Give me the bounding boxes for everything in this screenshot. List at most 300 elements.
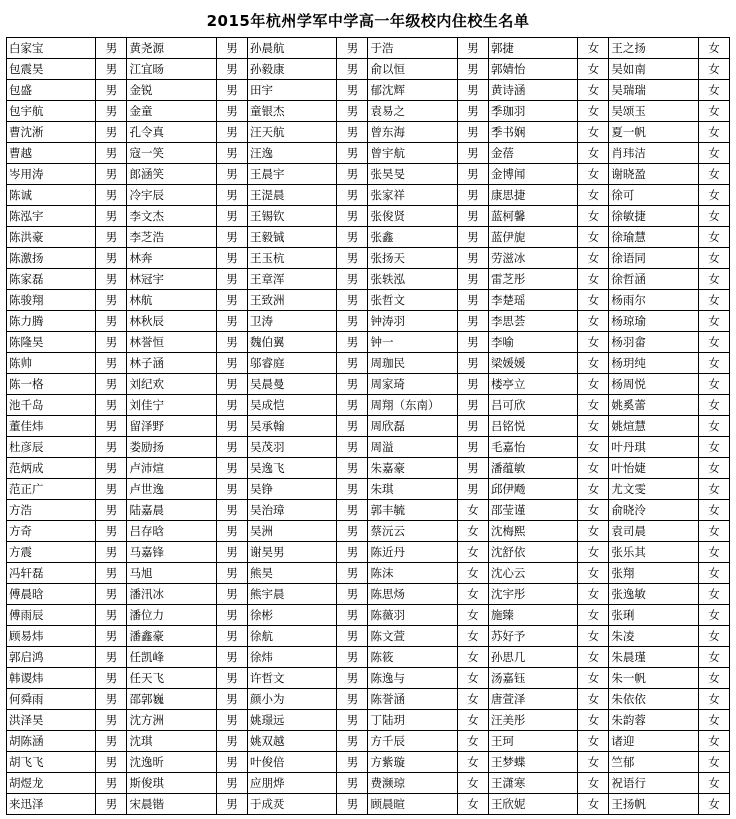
student-name-cell: 李喻 [488,332,577,353]
student-name-cell: 王锡钦 [247,206,336,227]
student-name-cell: 韩谡炜 [7,668,96,689]
student-sex-cell: 男 [457,143,488,164]
student-sex-cell: 女 [698,731,729,752]
student-name-cell: 郭启鸿 [7,647,96,668]
student-sex-cell: 女 [457,689,488,710]
student-sex-cell: 男 [96,731,127,752]
student-name-cell: 陈帅 [7,353,96,374]
student-sex-cell: 女 [698,164,729,185]
student-sex-cell: 男 [337,185,368,206]
table-row [7,563,730,584]
student-sex-cell: 女 [578,731,609,752]
student-name-cell: 姚煊慧 [609,416,698,437]
student-sex-cell: 女 [457,773,488,794]
student-name-cell: 王潇寒 [488,773,577,794]
student-sex-cell: 男 [337,521,368,542]
student-name-cell: 包宇航 [7,101,96,122]
student-name-cell: 汪美彤 [488,710,577,731]
student-sex-cell: 女 [578,143,609,164]
student-name-cell: 陈隆昊 [7,332,96,353]
student-name-cell: 陈沫 [368,563,457,584]
student-name-cell: 陈家磊 [7,269,96,290]
student-sex-cell: 男 [96,689,127,710]
student-sex-cell: 女 [578,626,609,647]
student-name-cell: 吴洲 [247,521,336,542]
student-sex-cell: 女 [698,353,729,374]
student-name-cell: 金锐 [127,80,216,101]
student-sex-cell: 女 [457,668,488,689]
student-sex-cell: 男 [96,668,127,689]
student-name-cell: 曹沈淅 [7,122,96,143]
student-sex-cell: 女 [698,626,729,647]
student-name-cell: 郭捷 [488,38,577,59]
student-sex-cell: 男 [96,542,127,563]
student-sex-cell: 女 [457,794,488,815]
student-sex-cell: 女 [698,542,729,563]
student-name-cell: 吴铮 [247,479,336,500]
student-name-cell: 熊昊 [247,563,336,584]
student-sex-cell: 男 [457,80,488,101]
student-sex-cell: 男 [96,59,127,80]
student-sex-cell: 男 [457,416,488,437]
student-name-cell: 陆嘉晨 [127,500,216,521]
student-sex-cell: 男 [337,122,368,143]
student-sex-cell: 女 [578,332,609,353]
student-name-cell: 竺郁 [609,752,698,773]
student-name-cell: 朱韵蓉 [609,710,698,731]
table-row [7,752,730,773]
student-sex-cell: 男 [96,626,127,647]
student-name-cell: 朱依依 [609,689,698,710]
student-sex-cell: 男 [337,227,368,248]
student-sex-cell: 男 [337,164,368,185]
student-name-cell: 季珈羽 [488,101,577,122]
student-name-cell: 陈诚 [7,185,96,206]
student-name-cell: 陈薇羽 [368,605,457,626]
student-name-cell: 刘佳宁 [127,395,216,416]
student-name-cell: 苏好予 [488,626,577,647]
student-sex-cell: 女 [578,563,609,584]
student-sex-cell: 男 [457,185,488,206]
student-sex-cell: 女 [578,437,609,458]
student-sex-cell: 女 [578,38,609,59]
student-sex-cell: 男 [96,269,127,290]
student-name-cell: 康思捷 [488,185,577,206]
student-sex-cell: 男 [457,206,488,227]
student-sex-cell: 男 [96,143,127,164]
student-name-cell: 范炳成 [7,458,96,479]
student-name-cell: 应朋烨 [247,773,336,794]
student-name-cell: 林奔 [127,248,216,269]
student-sex-cell: 男 [96,122,127,143]
table-row [7,689,730,710]
table-row [7,143,730,164]
student-name-cell: 方震 [7,542,96,563]
student-sex-cell: 男 [96,227,127,248]
student-sex-cell: 男 [96,794,127,815]
student-name-cell: 黄诗涵 [488,80,577,101]
student-name-cell: 吴瑞瑞 [609,80,698,101]
table-row [7,290,730,311]
student-name-cell: 于浩 [368,38,457,59]
student-name-cell: 郁沈辉 [368,80,457,101]
student-name-cell: 张乐其 [609,542,698,563]
student-name-cell: 朱晨瑾 [609,647,698,668]
student-name-cell: 方千辰 [368,731,457,752]
student-name-cell: 来迅泽 [7,794,96,815]
student-name-cell: 周珈民 [368,353,457,374]
table-row [7,227,730,248]
table-row [7,458,730,479]
student-sex-cell: 男 [337,395,368,416]
student-sex-cell: 男 [337,668,368,689]
student-sex-cell: 女 [578,80,609,101]
student-sex-cell: 男 [216,269,247,290]
student-sex-cell: 女 [578,794,609,815]
student-name-cell: 曾东海 [368,122,457,143]
student-name-cell: 丁陆玥 [368,710,457,731]
student-name-cell: 陈文萱 [368,626,457,647]
student-name-cell: 叶俊倍 [247,752,336,773]
student-sex-cell: 女 [578,290,609,311]
student-sex-cell: 男 [216,374,247,395]
table-row [7,416,730,437]
student-sex-cell: 男 [96,605,127,626]
student-sex-cell: 男 [216,773,247,794]
student-sex-cell: 男 [337,563,368,584]
student-name-cell: 吴晨曼 [247,374,336,395]
student-sex-cell: 男 [216,584,247,605]
student-sex-cell: 男 [337,248,368,269]
student-name-cell: 林秋辰 [127,311,216,332]
student-sex-cell: 女 [578,416,609,437]
student-sex-cell: 男 [216,647,247,668]
student-sex-cell: 男 [96,332,127,353]
student-name-cell: 吕铭悦 [488,416,577,437]
student-name-cell: 张轶泓 [368,269,457,290]
table-row [7,542,730,563]
student-name-cell: 张翔 [609,563,698,584]
student-name-cell: 陈力腾 [7,311,96,332]
student-sex-cell: 女 [578,248,609,269]
student-name-cell: 冷宇辰 [127,185,216,206]
student-name-cell: 留泽野 [127,416,216,437]
student-sex-cell: 男 [457,38,488,59]
student-name-cell: 周家琦 [368,374,457,395]
student-name-cell: 何舜雨 [7,689,96,710]
student-sex-cell: 男 [337,458,368,479]
student-name-cell: 袁司晨 [609,521,698,542]
student-name-cell: 林子涵 [127,353,216,374]
student-sex-cell: 女 [578,521,609,542]
student-sex-cell: 男 [216,437,247,458]
student-name-cell: 蔡沅云 [368,521,457,542]
student-sex-cell: 男 [457,248,488,269]
table-row [7,479,730,500]
student-sex-cell: 女 [698,143,729,164]
student-sex-cell: 男 [216,626,247,647]
student-sex-cell: 男 [96,38,127,59]
student-name-cell: 任天飞 [127,668,216,689]
student-sex-cell: 男 [96,752,127,773]
student-name-cell: 方浩 [7,500,96,521]
student-name-cell: 郭婧怡 [488,59,577,80]
student-sex-cell: 男 [96,584,127,605]
student-sex-cell: 女 [698,416,729,437]
table-row [7,353,730,374]
student-sex-cell: 女 [457,563,488,584]
student-name-cell: 王珂 [488,731,577,752]
student-name-cell: 李楚瑶 [488,290,577,311]
student-sex-cell: 女 [578,479,609,500]
student-sex-cell: 男 [216,248,247,269]
student-name-cell: 金童 [127,101,216,122]
student-sex-cell: 女 [578,689,609,710]
student-name-cell: 池千岛 [7,395,96,416]
student-sex-cell: 男 [337,731,368,752]
student-name-cell: 徐哲涵 [609,269,698,290]
student-name-cell: 宋晨锴 [127,794,216,815]
student-sex-cell: 女 [698,395,729,416]
student-name-cell: 叶丹琪 [609,437,698,458]
student-name-cell: 钟一 [368,332,457,353]
student-name-cell: 包盛 [7,80,96,101]
student-name-cell: 顾晨暄 [368,794,457,815]
student-sex-cell: 男 [457,374,488,395]
student-name-cell: 王欣妮 [488,794,577,815]
student-name-cell: 毛嘉怡 [488,437,577,458]
student-name-cell: 陈逸与 [368,668,457,689]
student-name-cell: 张琍 [609,605,698,626]
student-name-cell: 王之扬 [609,38,698,59]
student-sex-cell: 女 [698,500,729,521]
student-name-cell: 潘鑫豪 [127,626,216,647]
student-sex-cell: 男 [337,542,368,563]
student-sex-cell: 男 [457,290,488,311]
student-sex-cell: 女 [578,206,609,227]
student-name-cell: 颜小为 [247,689,336,710]
student-name-cell: 徐炜 [247,647,336,668]
student-name-cell: 王毅铖 [247,227,336,248]
student-sex-cell: 男 [96,458,127,479]
student-name-cell: 童银杰 [247,101,336,122]
student-sex-cell: 男 [96,416,127,437]
student-name-cell: 顾易炜 [7,626,96,647]
student-sex-cell: 女 [698,248,729,269]
student-sex-cell: 男 [457,395,488,416]
student-sex-cell: 女 [698,668,729,689]
student-sex-cell: 男 [337,626,368,647]
student-sex-cell: 女 [578,269,609,290]
student-name-cell: 陈骏翔 [7,290,96,311]
student-name-cell: 郎涵笑 [127,164,216,185]
student-sex-cell: 男 [457,59,488,80]
student-sex-cell: 女 [698,563,729,584]
student-name-cell: 朱一帆 [609,668,698,689]
table-row [7,269,730,290]
student-sex-cell: 女 [698,101,729,122]
student-name-cell: 杨琼瑜 [609,311,698,332]
student-sex-cell: 男 [216,752,247,773]
student-name-cell: 蓝柯馨 [488,206,577,227]
student-name-cell: 傅雨辰 [7,605,96,626]
student-name-cell: 王玉杭 [247,248,336,269]
student-sex-cell: 女 [578,773,609,794]
student-name-cell: 曾宇航 [368,143,457,164]
table-row [7,80,730,101]
roster-table [6,37,730,815]
page-title: 2015年杭州学军中学高一年级校内住校生名单 [206,12,530,30]
student-sex-cell: 男 [337,332,368,353]
student-sex-cell: 男 [96,206,127,227]
student-name-cell: 沈方洲 [127,710,216,731]
student-sex-cell: 男 [216,458,247,479]
student-name-cell: 胡陈涵 [7,731,96,752]
student-name-cell: 田宇 [247,80,336,101]
table-row [7,710,730,731]
student-name-cell: 汤嘉钰 [488,668,577,689]
student-sex-cell: 男 [96,185,127,206]
student-name-cell: 季书娴 [488,122,577,143]
table-row [7,500,730,521]
student-name-cell: 李芝浩 [127,227,216,248]
student-name-cell: 潘蕴敏 [488,458,577,479]
student-sex-cell: 女 [578,59,609,80]
student-sex-cell: 男 [96,521,127,542]
student-name-cell: 唐萱泽 [488,689,577,710]
student-sex-cell: 男 [216,479,247,500]
student-name-cell: 孙晨航 [247,38,336,59]
student-name-cell: 胡煜龙 [7,773,96,794]
student-name-cell: 姚璟远 [247,710,336,731]
student-sex-cell: 女 [698,269,729,290]
student-sex-cell: 女 [457,647,488,668]
student-sex-cell: 女 [457,731,488,752]
table-row [7,332,730,353]
student-name-cell: 王章浑 [247,269,336,290]
student-name-cell: 魏伯翼 [247,332,336,353]
student-name-cell: 吕可欣 [488,395,577,416]
student-sex-cell: 男 [96,248,127,269]
student-name-cell: 梁媛媛 [488,353,577,374]
student-name-cell: 于成烎 [247,794,336,815]
student-sex-cell: 男 [457,122,488,143]
student-sex-cell: 男 [337,269,368,290]
student-name-cell: 洪泽昊 [7,710,96,731]
student-sex-cell: 男 [337,710,368,731]
student-sex-cell: 女 [698,227,729,248]
student-sex-cell: 男 [337,500,368,521]
student-name-cell: 杜彦辰 [7,437,96,458]
student-sex-cell: 男 [216,353,247,374]
student-name-cell: 邬睿庭 [247,353,336,374]
student-name-cell: 沈心云 [488,563,577,584]
student-name-cell: 卢世逸 [127,479,216,500]
student-sex-cell: 男 [457,332,488,353]
student-sex-cell: 男 [216,185,247,206]
student-sex-cell: 男 [337,206,368,227]
table-row [7,206,730,227]
student-sex-cell: 女 [698,374,729,395]
student-name-cell: 张哲文 [368,290,457,311]
student-sex-cell: 女 [698,458,729,479]
student-sex-cell: 男 [216,689,247,710]
student-name-cell: 吴治璋 [247,500,336,521]
student-name-cell: 方紫璇 [368,752,457,773]
table-row [7,626,730,647]
student-sex-cell: 女 [578,101,609,122]
student-sex-cell: 男 [337,80,368,101]
table-row [7,59,730,80]
student-sex-cell: 男 [216,668,247,689]
student-name-cell: 诸迎 [609,731,698,752]
student-sex-cell: 男 [457,311,488,332]
student-name-cell: 王致洲 [247,290,336,311]
student-name-cell: 王扬帆 [609,794,698,815]
table-row [7,122,730,143]
student-sex-cell: 女 [698,794,729,815]
student-name-cell: 周翔（东南） [368,395,457,416]
student-sex-cell: 男 [457,353,488,374]
table-row [7,311,730,332]
student-sex-cell: 女 [698,689,729,710]
table-row [7,101,730,122]
student-name-cell: 林冠宇 [127,269,216,290]
student-name-cell: 岑用涛 [7,164,96,185]
student-name-cell: 俞晓泠 [609,500,698,521]
student-sex-cell: 男 [337,479,368,500]
student-sex-cell: 男 [337,605,368,626]
student-sex-cell: 男 [337,38,368,59]
student-sex-cell: 女 [698,521,729,542]
student-name-cell: 钟涛羽 [368,311,457,332]
student-name-cell: 叶怡婕 [609,458,698,479]
student-name-cell: 包震昊 [7,59,96,80]
student-name-cell: 黄尧源 [127,38,216,59]
student-sex-cell: 女 [698,59,729,80]
student-name-cell: 金蓓 [488,143,577,164]
student-name-cell: 吴颂玉 [609,101,698,122]
student-sex-cell: 男 [96,710,127,731]
table-row [7,185,730,206]
student-sex-cell: 女 [578,122,609,143]
student-name-cell: 郭丰毓 [368,500,457,521]
student-sex-cell: 男 [216,290,247,311]
student-name-cell: 劳滋冰 [488,248,577,269]
student-sex-cell: 女 [578,353,609,374]
student-name-cell: 李文杰 [127,206,216,227]
student-sex-cell: 男 [337,416,368,437]
student-sex-cell: 男 [216,605,247,626]
student-sex-cell: 男 [337,143,368,164]
student-sex-cell: 男 [216,332,247,353]
student-sex-cell: 男 [216,80,247,101]
student-name-cell: 谢昊男 [247,542,336,563]
student-sex-cell: 男 [337,311,368,332]
student-sex-cell: 女 [578,458,609,479]
student-name-cell: 姚双越 [247,731,336,752]
student-name-cell: 孙思几 [488,647,577,668]
table-row [7,164,730,185]
student-name-cell: 吴成恺 [247,395,336,416]
student-name-cell: 卫涛 [247,311,336,332]
student-name-cell: 董佳炜 [7,416,96,437]
student-name-cell: 朱凌 [609,626,698,647]
student-name-cell: 吴如南 [609,59,698,80]
student-name-cell: 范正广 [7,479,96,500]
student-name-cell: 姚奚蕾 [609,395,698,416]
student-sex-cell: 女 [698,710,729,731]
